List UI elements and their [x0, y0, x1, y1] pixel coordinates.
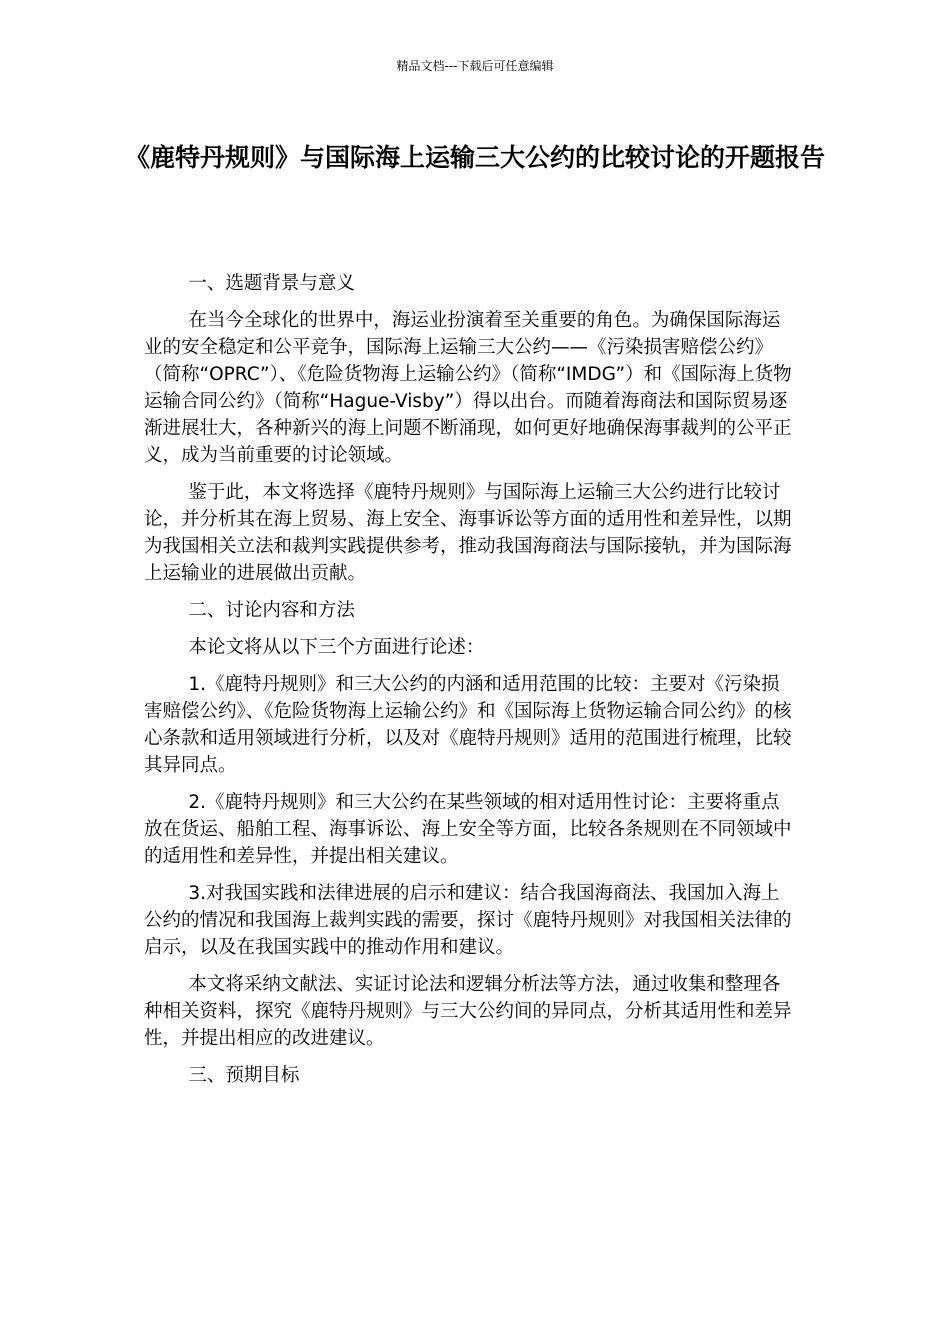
list-item-comparison-scope: 1.《鹿特丹规则》和三大公约的内涵和适用范围的比较：主要对《污染损害赔偿公约》、《危险货物海上运输公约》和《国际海上货物运输合同公约》的核心条款和适用领域进行分析，以及对《鹿特丹规则》适用的范围进行梳理，比较其异同点。 — [144, 674, 792, 776]
document-title: 《鹿特丹规则》与国际海上运输三大公约的比较讨论的开题报告 — [124, 143, 825, 172]
paragraph-methods: 本文将采纳文献法、实证讨论法和逻辑分析法等方法，通过收集和整理各种相关资料，探究《鹿特丹规则》与三大公约间的异同点，分析其适用性和差异性，并提出相应的改进建议。 — [144, 974, 792, 1049]
paragraph-background-1: 在当今全球化的世界中，海运业扮演着至关重要的角色。为确保国际海运业的安全稳定和公平竞争，国际海上运输三大公约——《污染损害赔偿公约》（简称“OPRC”）、《危险货物海上运输公约》（简称“IMDG”）和《国际海上货物运输合同公约》（简称“Hague-Visby”）得以出台。而随着海商法和国际贸易逐渐进展壮大，各种新兴的海上问题不断涌现，如何更好地确保海事裁判的公平正义，成为当前重要的讨论领域。 — [144, 310, 792, 466]
paragraph-background-2: 鉴于此，本文将选择《鹿特丹规则》与国际海上运输三大公约进行比较讨论，并分析其在海上贸易、海上安全、海事诉讼等方面的适用性和差异性，以期为我国相关立法和裁判实践提供参考，推动我国海商法与国际接轨，并为国际海上运输业的进展做出贡献。 — [144, 482, 792, 584]
header-watermark-note: 精品文档---下载后可任意编辑 — [396, 59, 554, 73]
section-heading-background: 一、选题背景与意义 — [188, 273, 355, 294]
section-heading-expected-goals: 三、预期目标 — [188, 1065, 300, 1086]
list-item-applicability: 2.《鹿特丹规则》和三大公约在某些领域的相对适用性讨论：主要将重点放在货运、船舶工程、海事诉讼、海上安全等方面，比较各条规则在不同领域中的适用性和差异性，并提出相关建议。 — [144, 792, 792, 867]
document-body — [144, 270, 794, 1099]
section-heading-content-methods: 二、讨论内容和方法 — [188, 600, 355, 621]
list-item-implications: 3.对我国实践和法律进展的启示和建议：结合我国海商法、我国加入海上公约的情况和我国海上裁判实践的需要，探讨《鹿特丹规则》对我国相关法律的启示，以及在我国实践中的推动作用和建议。 — [144, 883, 792, 958]
paragraph-content-intro: 本论文将从以下三个方面进行论述： — [188, 637, 485, 658]
